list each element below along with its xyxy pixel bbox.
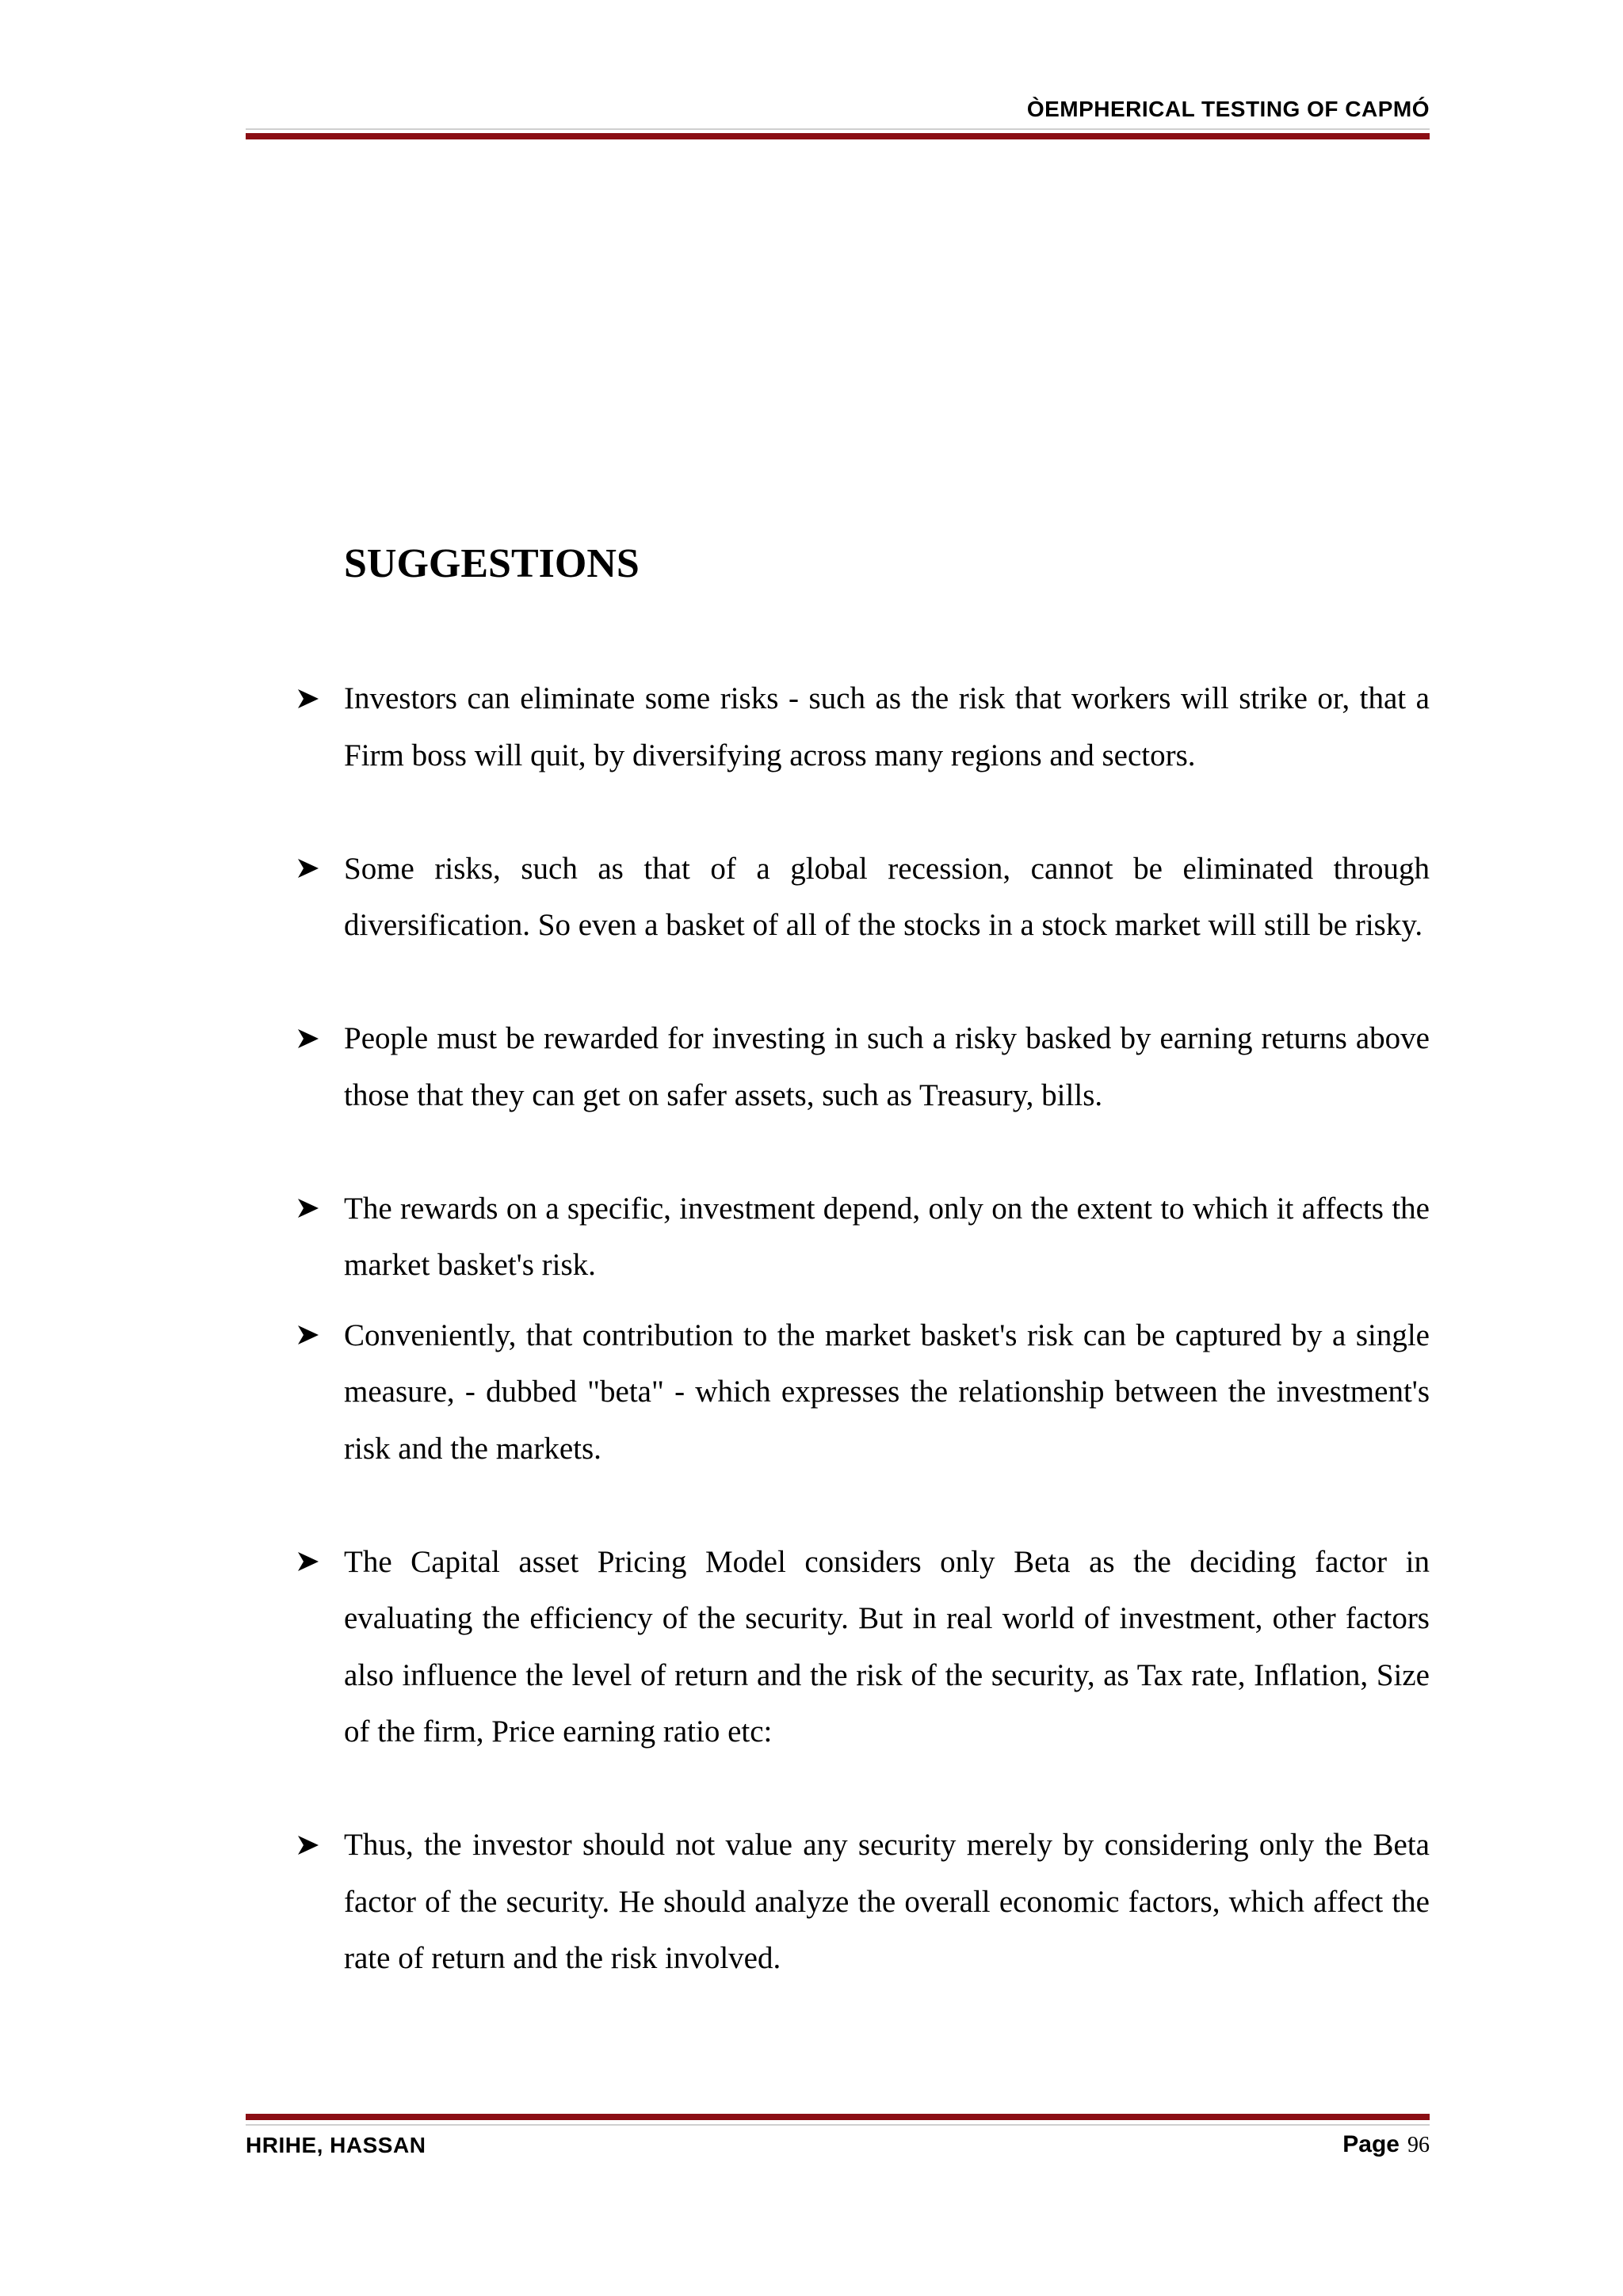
arrowhead-bullet-icon xyxy=(296,1817,325,1874)
list-item xyxy=(293,1817,1430,1987)
list-item-text: Conveniently, that contribution to the market basket's risk can be captured by a single measure, - dubbed "beta" - which expresses the relationship between the investment's risk and the markets. xyxy=(344,1318,1430,1466)
list-item xyxy=(293,841,1430,954)
running-header: ÒEMPHERICAL TESTING OF CAPMÓ xyxy=(1026,97,1430,121)
footer-rule-thick xyxy=(246,2114,1430,2120)
arrowhead-bullet-icon xyxy=(296,1534,325,1591)
list-item-text: People must be rewarded for investing in such a risky basked by earning returns above those that they can get on safer assets, such as Treasury, bills. xyxy=(344,1021,1430,1112)
section-title: SUGGESTIONS xyxy=(344,541,640,586)
suggestions-list xyxy=(293,670,1430,1987)
page-indicator xyxy=(1342,2131,1430,2158)
list-item-text: Thus, the investor should not value any security merely by considering only the Beta factor of the security. He should analyze the overall economic factors, which affect the rate of return and the risk involved. xyxy=(344,1828,1430,1975)
header-rule-thin xyxy=(246,128,1430,130)
list-item xyxy=(293,670,1430,784)
list-item xyxy=(293,1307,1430,1478)
footer-rule-thin xyxy=(246,2124,1430,2126)
arrowhead-bullet-icon xyxy=(296,670,325,727)
list-item xyxy=(293,1010,1430,1123)
arrowhead-bullet-icon xyxy=(296,1307,325,1364)
list-item-text: The rewards on a specific, investment depend, only on the extent to which it affects the market basket's risk. xyxy=(344,1191,1430,1282)
page-label: Page xyxy=(1342,2131,1400,2157)
footer-author: HRIHE, HASSAN xyxy=(246,2133,426,2157)
list-item xyxy=(293,1180,1430,1294)
list-item xyxy=(293,1534,1430,1760)
list-item-text: Some risks, such as that of a global recession, cannot be eliminated through diversification. So even a basket of all of the stocks in a stock market will still be risky. xyxy=(344,851,1430,942)
list-item-text: Investors can eliminate some risks - such as the risk that workers will strike or, that a Firm boss will quit, by diversifying across many regions and sectors. xyxy=(344,681,1430,772)
arrowhead-bullet-icon xyxy=(296,1010,325,1067)
arrowhead-bullet-icon xyxy=(296,1180,325,1238)
arrowhead-bullet-icon xyxy=(296,841,325,898)
page-number: 96 xyxy=(1407,2133,1430,2157)
list-item-text: The Capital asset Pricing Model considers only Beta as the deciding factor in evaluating the efficiency of the security. But in real world of investment, other factors also influence the level of return and the risk of the security, as Tax rate, Inflation, Size of the firm, Price earning ratio etc: xyxy=(344,1544,1430,1749)
header-rule-thick xyxy=(246,133,1430,139)
